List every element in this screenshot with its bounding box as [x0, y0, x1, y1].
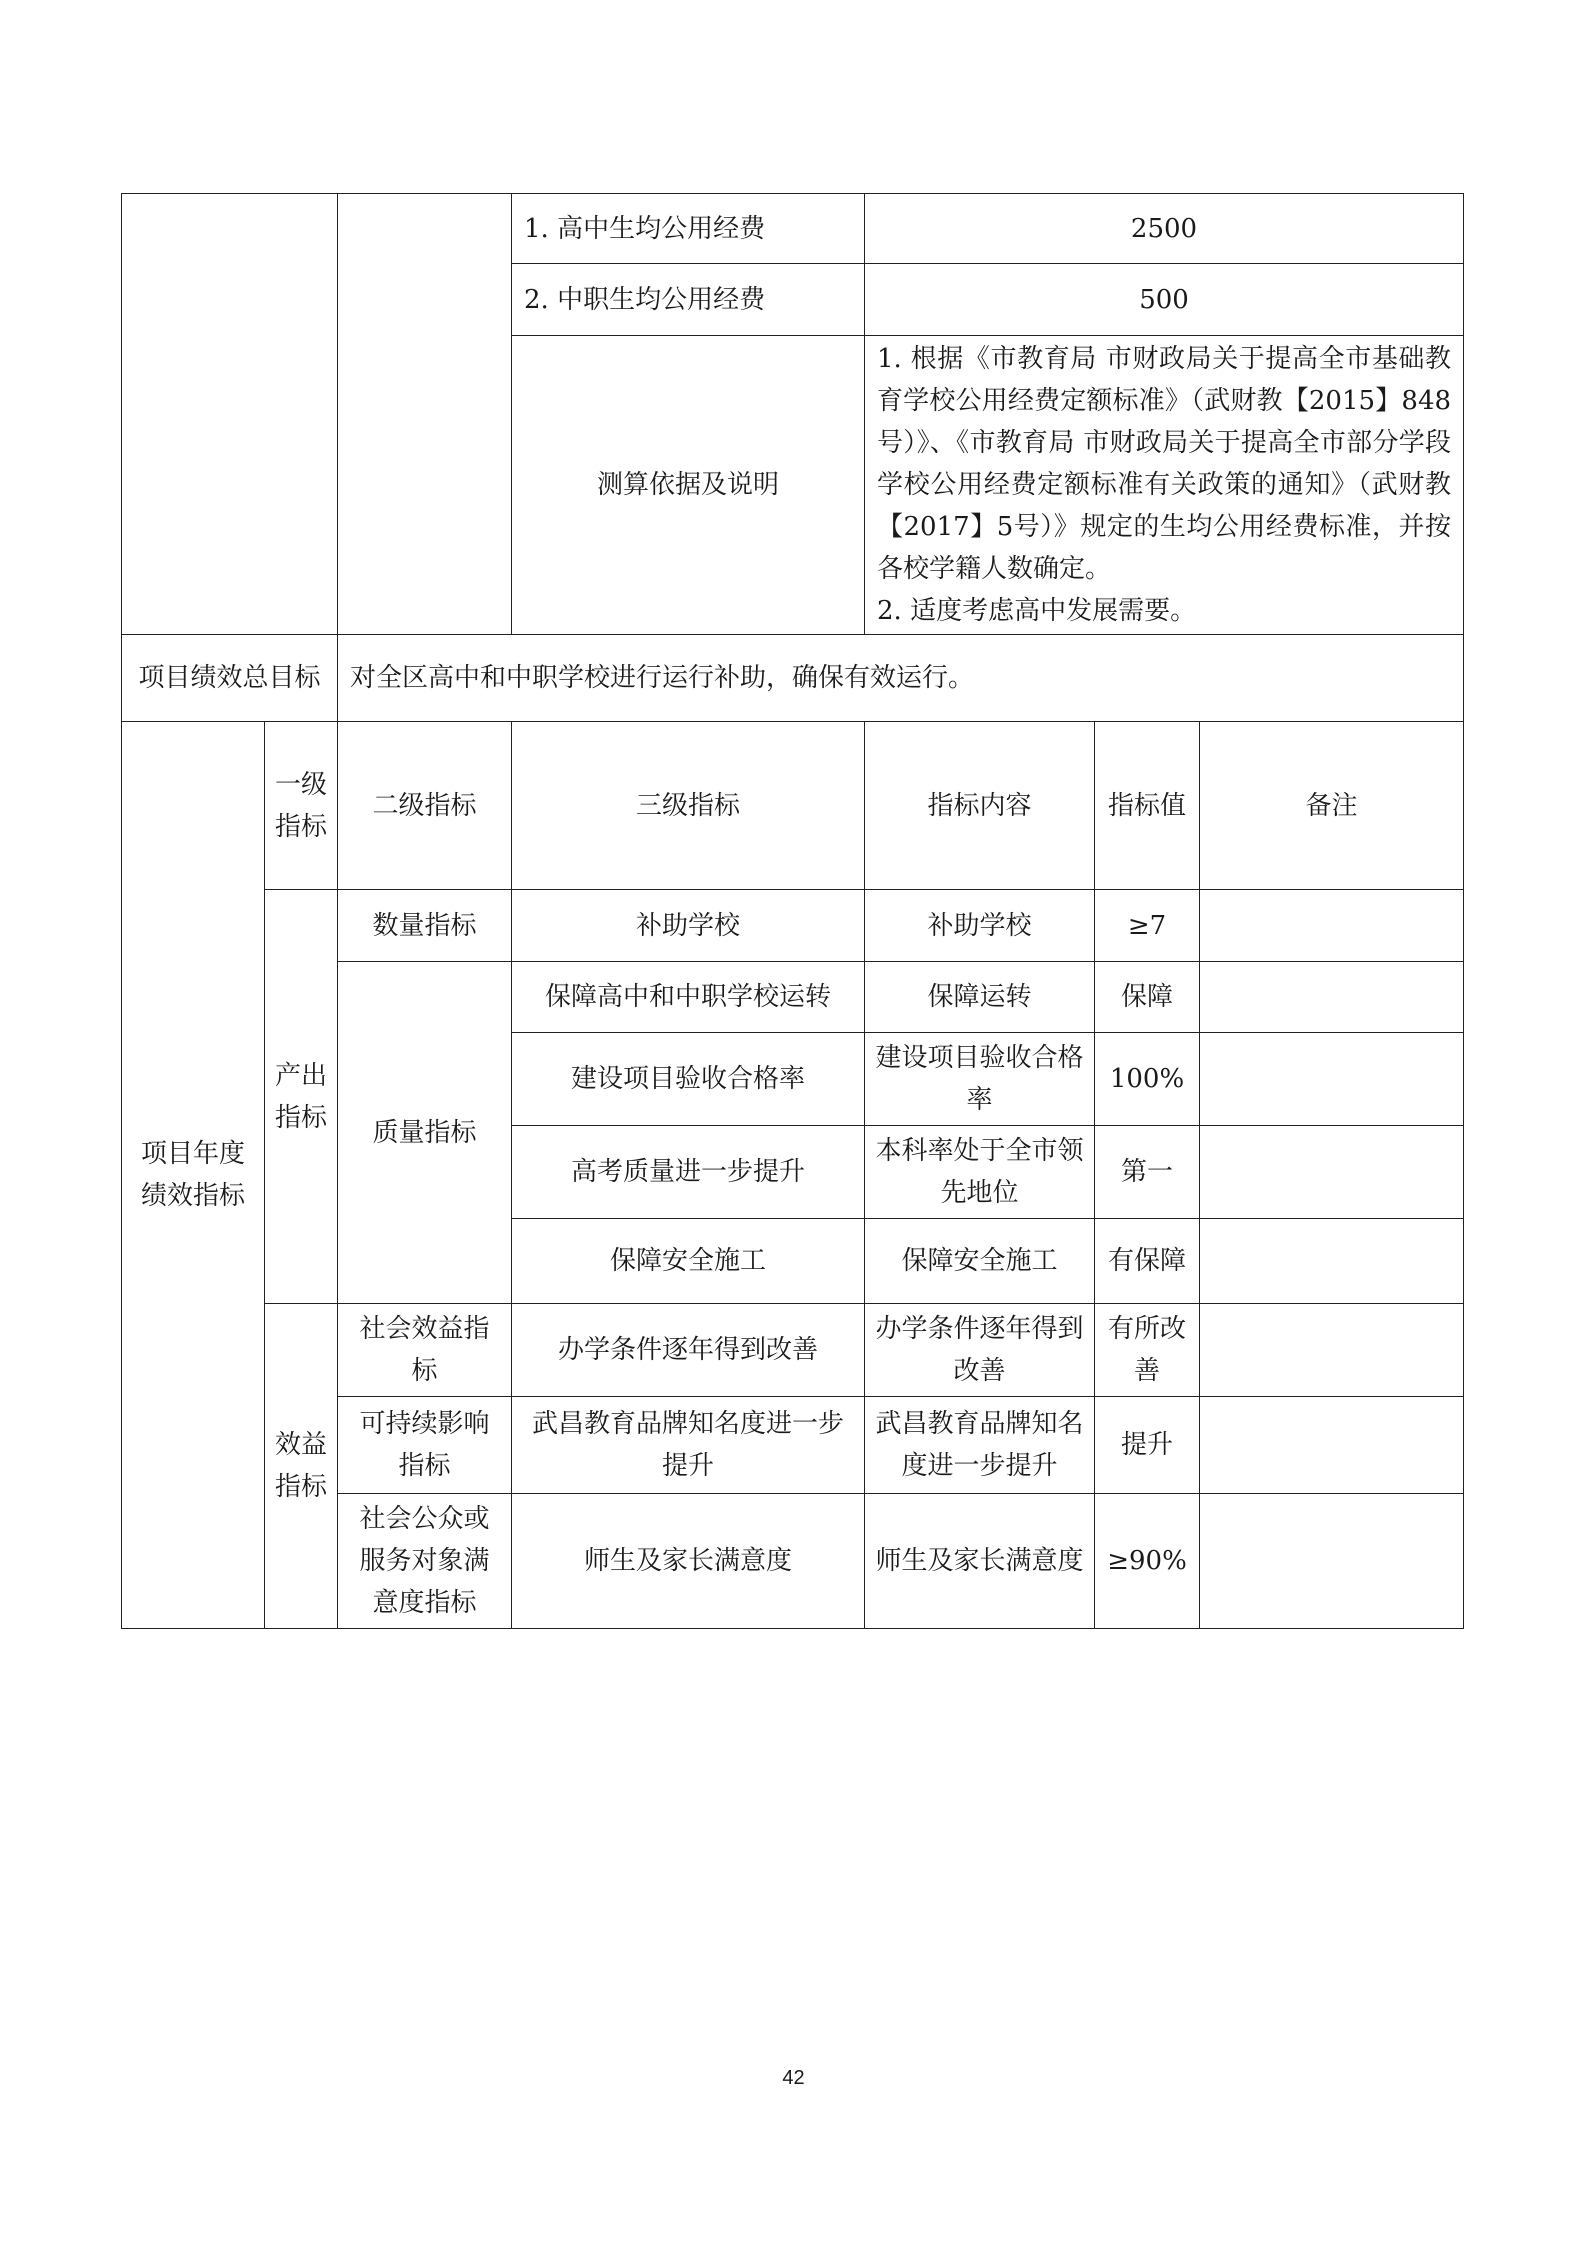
content-cell: 建设项目验收合格率 [865, 1033, 1095, 1126]
blank-cell [338, 194, 512, 635]
content-cell: 保障运转 [865, 962, 1095, 1033]
remark-cell [1200, 890, 1464, 962]
overall-goal-text: 对全区高中和中职学校进行运行补助，确保有效运行。 [338, 635, 1464, 722]
basis-notes [865, 336, 1464, 635]
value-cell: 有所改善 [1095, 1304, 1200, 1397]
remark-cell [1200, 1494, 1464, 1629]
budget-label: 1. 高中生均公用经费 [512, 194, 865, 264]
value-cell: 提升 [1095, 1397, 1200, 1494]
level3-cell: 高考质量进一步提升 [512, 1126, 865, 1219]
budget-value: 500 [865, 264, 1464, 336]
remark-cell [1200, 962, 1464, 1033]
budget-label: 2. 中职生均公用经费 [512, 264, 865, 336]
blank-cell [122, 194, 338, 635]
header-content: 指标内容 [865, 722, 1095, 890]
budget-value: 2500 [865, 194, 1464, 264]
header-level2: 二级指标 [338, 722, 512, 890]
page-number: 42 [782, 2067, 805, 2089]
budget-row [122, 194, 1464, 264]
quantity-indicator-label: 数量指标 [338, 890, 512, 962]
value-cell: ≥7 [1095, 890, 1200, 962]
header-level1: 一级指标 [265, 722, 338, 890]
header-level3: 三级指标 [512, 722, 865, 890]
table-row [122, 1304, 1464, 1397]
level2-cell: 社会效益指标 [338, 1304, 512, 1397]
value-cell: 保障 [1095, 962, 1200, 1033]
level3-cell: 补助学校 [512, 890, 865, 962]
basis-note-2: 2. 适度考虑高中发展需要。 [877, 596, 1197, 626]
level3-cell: 武昌教育品牌知名度进一步提升 [512, 1397, 865, 1494]
value-cell: 第一 [1095, 1126, 1200, 1219]
content-cell: 武昌教育品牌知名度进一步提升 [865, 1397, 1095, 1494]
content-cell: 本科率处于全市领先地位 [865, 1126, 1095, 1219]
level3-cell: 保障高中和中职学校运转 [512, 962, 865, 1033]
level2-cell: 社会公众或服务对象满意度指标 [338, 1494, 512, 1629]
overall-goal-row [122, 635, 1464, 722]
remark-cell [1200, 1304, 1464, 1397]
table-row [122, 890, 1464, 962]
remark-cell [1200, 1033, 1464, 1126]
indicator-header-row [122, 722, 1464, 890]
remark-cell [1200, 1219, 1464, 1304]
value-cell: 有保障 [1095, 1219, 1200, 1304]
level3-cell: 保障安全施工 [512, 1219, 865, 1304]
level2-cell: 可持续影响指标 [338, 1397, 512, 1494]
value-cell: 100% [1095, 1033, 1200, 1126]
content-cell: 补助学校 [865, 890, 1095, 962]
overall-goal-label: 项目绩效总目标 [122, 635, 338, 722]
remark-cell [1200, 1126, 1464, 1219]
header-remark: 备注 [1200, 722, 1464, 890]
level3-cell: 师生及家长满意度 [512, 1494, 865, 1629]
benefit-indicator-label: 效益指标 [265, 1304, 338, 1629]
content-cell: 师生及家长满意度 [865, 1494, 1095, 1629]
output-indicator-label: 产出指标 [265, 890, 338, 1304]
basis-note-1: 1. 根据《市教育局 市财政局关于提高全市基础教育学校公用经费定额标准》（武财教【2015】848号）》、《市教育局 市财政局关于提高全市部分学段学校公用经费定额标准有关政策的通知》（武财教【2017】5号）》规定的生均公用经费标准，并按各校学籍人数确定。 [877, 344, 1452, 584]
remark-cell [1200, 1397, 1464, 1494]
performance-target-table [121, 193, 1464, 1629]
content-cell: 办学条件逐年得到改善 [865, 1304, 1095, 1397]
level3-cell: 建设项目验收合格率 [512, 1033, 865, 1126]
basis-label: 测算依据及说明 [512, 336, 865, 635]
quality-indicator-label: 质量指标 [338, 962, 512, 1304]
annual-indicators-label: 项目年度绩效指标 [122, 722, 265, 1629]
content-cell: 保障安全施工 [865, 1219, 1095, 1304]
header-value: 指标值 [1095, 722, 1200, 890]
level3-cell: 办学条件逐年得到改善 [512, 1304, 865, 1397]
value-cell: ≥90% [1095, 1494, 1200, 1629]
